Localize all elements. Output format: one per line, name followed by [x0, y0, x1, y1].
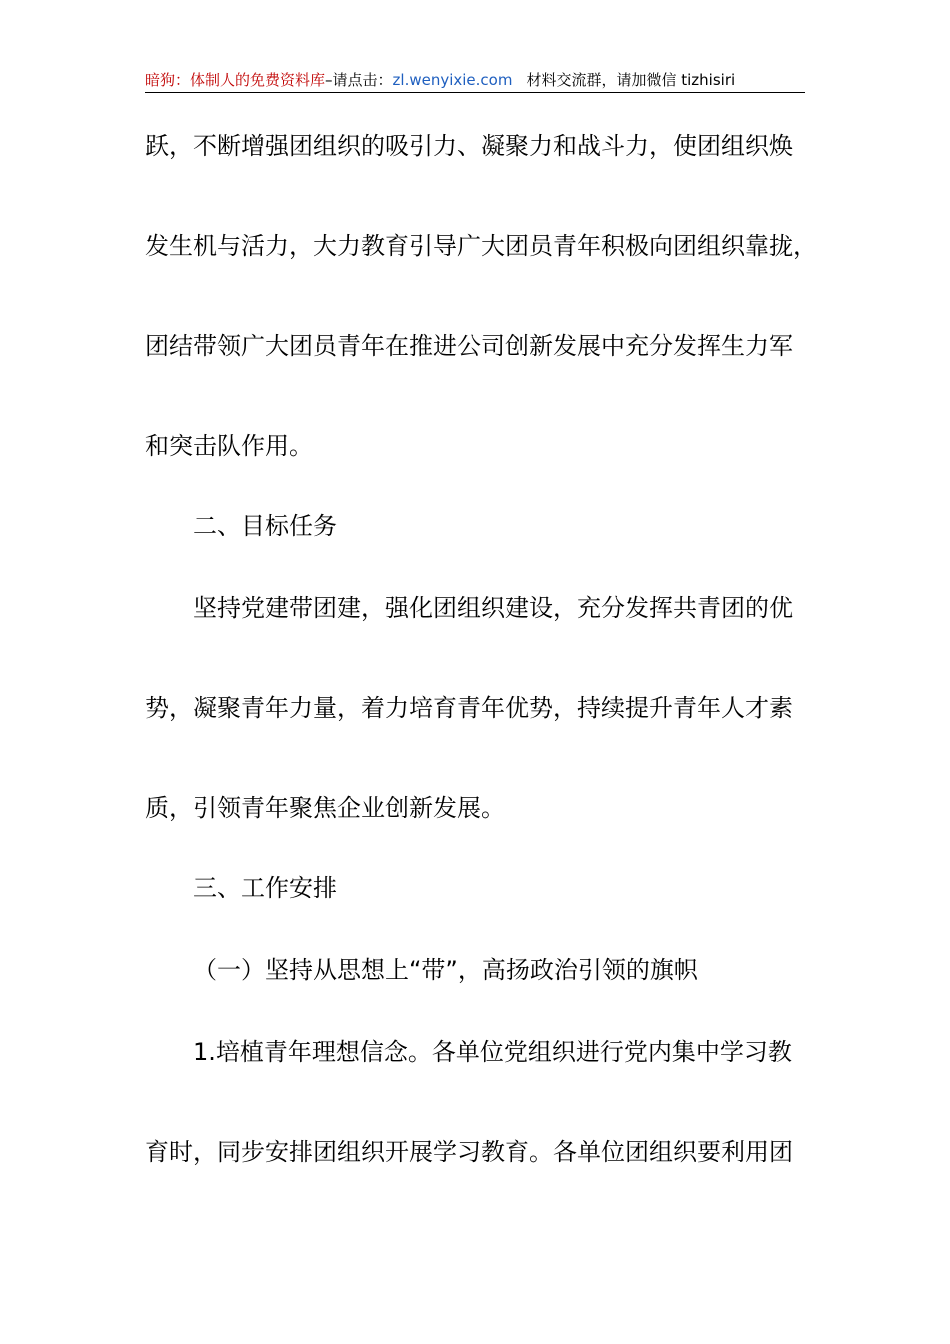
section-heading-arrangement: 三、工作安排 [193, 874, 337, 902]
paragraph-line: 坚持党建带团建，强化团组织建设，充分发挥共青团的优 [193, 594, 793, 622]
paragraph-line: 育时，同步安排团组织开展学习教育。各单位团组织要利用团 [145, 1138, 793, 1166]
paragraph-line: 团结带领广大团员青年在推进公司创新发展中充分发挥生力军 [145, 332, 793, 360]
section-heading-goals: 二、目标任务 [193, 512, 337, 540]
header-url-link[interactable]: zl.wenyixie.com [392, 71, 513, 89]
paragraph-line: 势，凝聚青年力量，着力培育青年优势，持续提升青年人才素 [145, 694, 793, 722]
paragraph-line: 跃，不断增强团组织的吸引力、凝聚力和战斗力，使团组织焕 [145, 132, 793, 160]
paragraph-line: 质，引领青年聚焦企业创新发展。 [145, 794, 505, 822]
paragraph-line: 发生机与活力，大力教育引导广大团员青年积极向团组织靠拢， [145, 232, 817, 260]
paragraph-line: 和突击队作用。 [145, 432, 313, 460]
header-contact: 材料交流群，请加微信 tizhisiri [526, 71, 736, 89]
subsection-heading: （一）坚持从思想上“带”，高扬政治引领的旗帜 [193, 956, 698, 984]
header-click-text: –请点击： [325, 71, 393, 89]
page-header [145, 68, 805, 93]
header-brand: 暗狗：体制人的免费资料库 [145, 71, 326, 89]
paragraph-line: 1.培植青年理想信念。各单位党组织进行党内集中学习教 [193, 1038, 792, 1066]
